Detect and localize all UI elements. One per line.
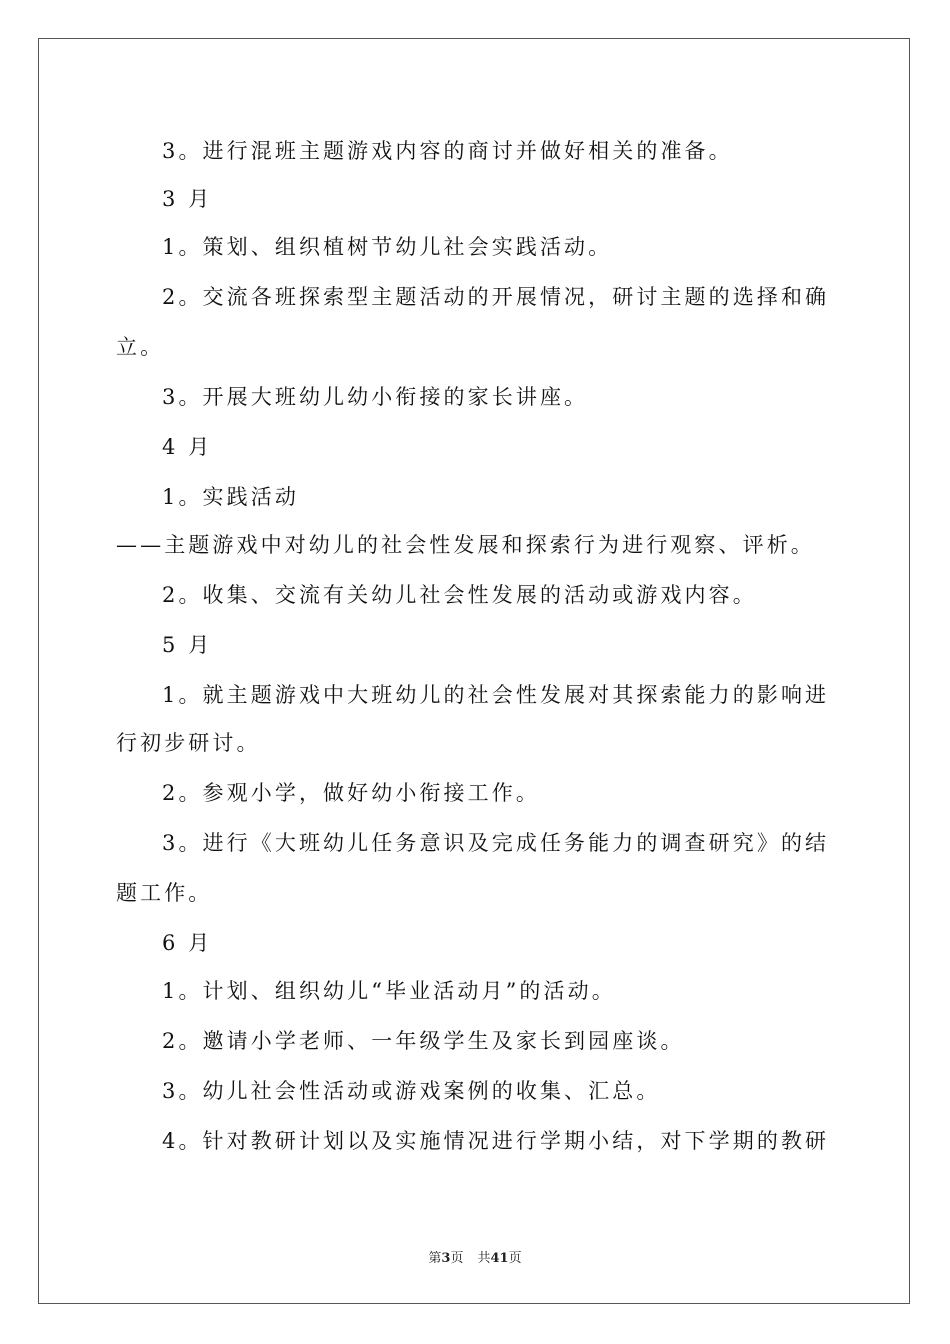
page-unit: 页 <box>450 1251 464 1266</box>
month-heading: 3 月 <box>162 187 213 211</box>
paragraph-line: 2。收集、交流有关幼儿社会性发展的活动或游戏内容。 <box>162 583 757 607</box>
paragraph-line: 4。针对教研计划以及实施情况进行学期小结，对下学期的教研 <box>162 1129 830 1153</box>
paragraph-line: 1。实践活动 <box>162 485 299 509</box>
month-heading: 4 月 <box>162 435 213 459</box>
paragraph-line: 题工作。 <box>116 881 213 905</box>
total-unit: 页 <box>508 1251 522 1266</box>
month-heading: 5 月 <box>162 633 213 657</box>
paragraph-line: 2。邀请小学老师、一年级学生及家长到园座谈。 <box>162 1029 685 1053</box>
month-heading: 6 月 <box>162 931 213 955</box>
page-current: 3 <box>441 1251 451 1266</box>
paragraph-line: ——主题游戏中对幼儿的社会性发展和探索行为进行观察、评析。 <box>116 533 815 557</box>
paragraph-line: 立。 <box>116 335 165 359</box>
paragraph-line: 2。交流各班探索型主题活动的开展情况，研讨主题的选择和确 <box>162 285 830 309</box>
paragraph-line: 3。开展大班幼儿幼小衔接的家长讲座。 <box>162 385 589 409</box>
total-prefix: 共 <box>477 1251 491 1266</box>
paragraph-line: 行初步研讨。 <box>116 731 261 755</box>
paragraph-line: 3。进行《大班幼儿任务意识及完成任务能力的调查研究》的结 <box>162 831 830 855</box>
page-total: 41 <box>490 1251 509 1266</box>
paragraph-line: 1。计划、组织幼儿“毕业活动月”的活动。 <box>162 979 616 1003</box>
paragraph-line: 1。策划、组织植树节幼儿社会实践活动。 <box>162 235 613 259</box>
paragraph-line: 3。进行混班主题游戏内容的商讨并做好相关的准备。 <box>162 139 733 163</box>
page-footer <box>0 1247 950 1266</box>
paragraph-line: 3。幼儿社会性活动或游戏案例的收集、汇总。 <box>162 1079 661 1103</box>
page-frame <box>38 38 910 1304</box>
paragraph-line: 2。参观小学，做好幼小衔接工作。 <box>162 781 540 805</box>
paragraph-line: 1。就主题游戏中大班幼儿的社会性发展对其探索能力的影响进 <box>162 683 830 707</box>
page-prefix: 第 <box>428 1251 442 1266</box>
